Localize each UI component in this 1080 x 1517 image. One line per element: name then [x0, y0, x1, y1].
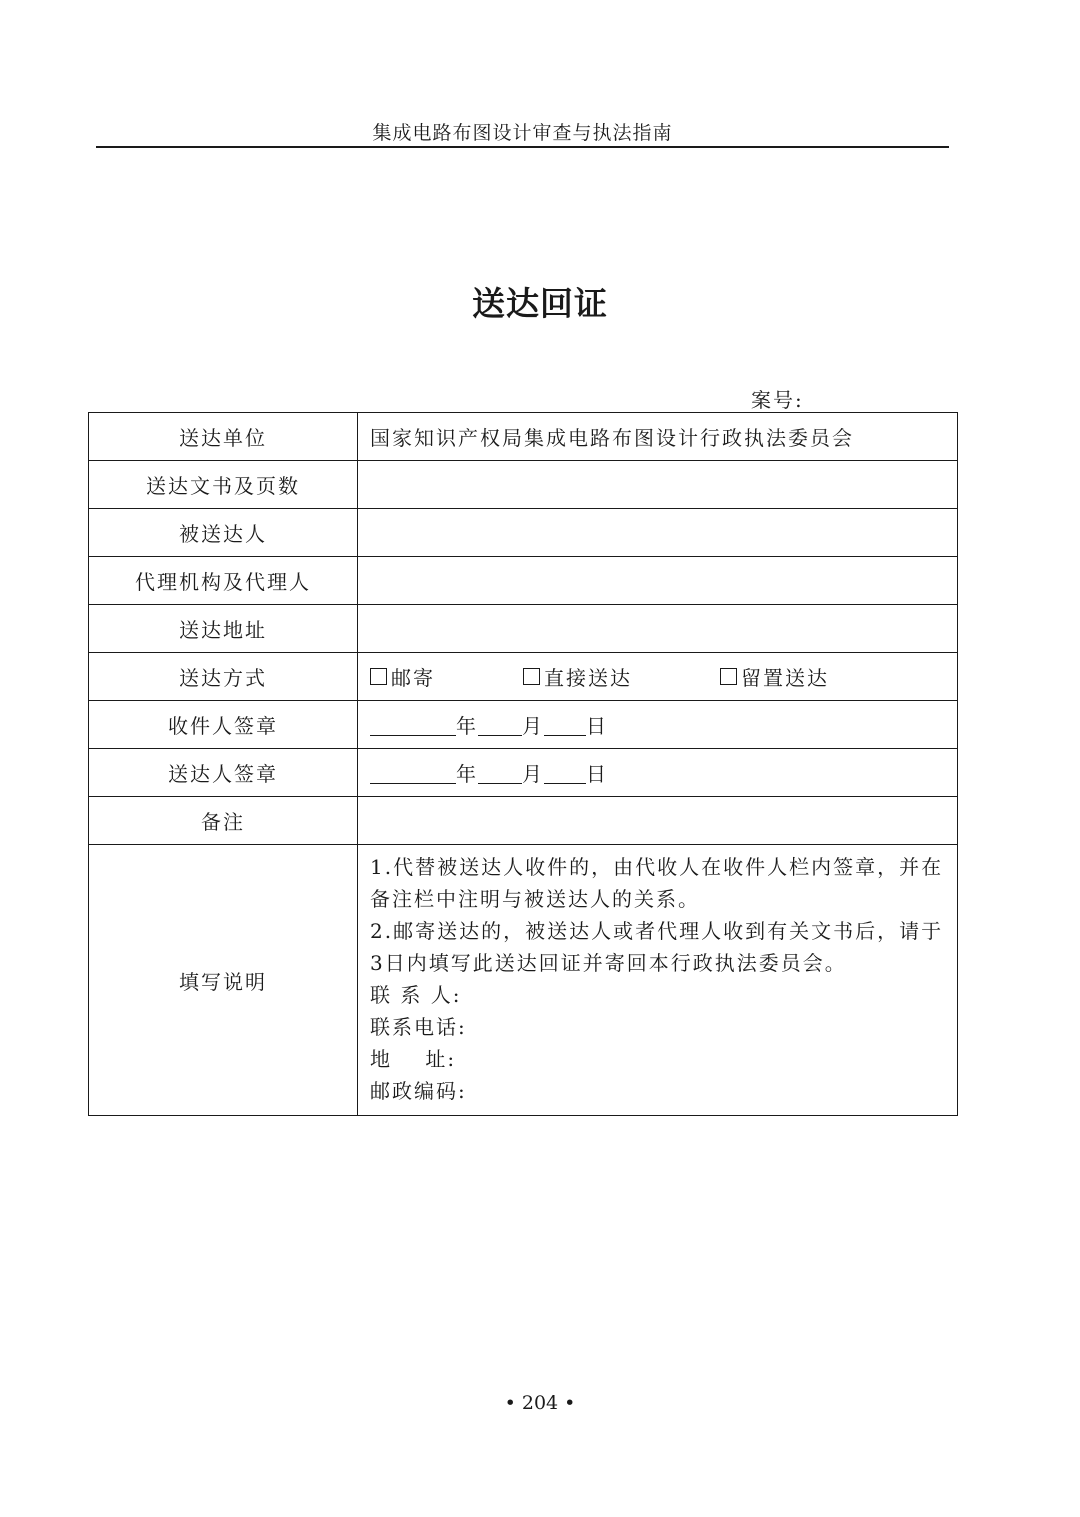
table-row [89, 413, 958, 461]
contact-phone-label: 联系电话: [370, 1015, 467, 1039]
table-row [89, 461, 958, 509]
receiver-signature-cell[interactable]: 年 月 日 [358, 701, 958, 749]
page-number: • 204 • [504, 1392, 576, 1414]
year-blank[interactable] [370, 713, 456, 736]
table-row [89, 701, 958, 749]
instruction-item-2: 2.邮寄送达的，被送达人或者代理人收到有关文书后，请于3日内填写此送达回证并寄回本行政执法委员会。 [370, 919, 944, 975]
header-rule [96, 146, 949, 148]
contact-person-label: 联 系 人: [370, 983, 462, 1007]
address-label: 地 址: [370, 1047, 457, 1071]
postal-code-label: 邮政编码: [370, 1079, 467, 1103]
documents-pages-field[interactable] [358, 461, 958, 509]
method-option-leave[interactable]: 留置送达 [720, 662, 829, 691]
month-blank[interactable] [478, 761, 522, 784]
delivery-receipt-table [88, 412, 958, 1116]
month-blank[interactable] [478, 713, 522, 736]
instructions-cell [358, 845, 958, 1116]
checkbox-icon[interactable] [720, 668, 737, 685]
running-header: 集成电路布图设计审查与执法指南 [372, 122, 673, 144]
agent-field[interactable] [358, 557, 958, 605]
row-label: 填写说明 [89, 845, 358, 1116]
table-row [89, 845, 958, 1116]
instruction-item-1: 1.代替被送达人收件的，由代收人在收件人栏内签章，并在备注栏中注明与被送达人的关系。 [370, 855, 944, 911]
table-row [89, 749, 958, 797]
checkbox-icon[interactable] [523, 668, 540, 685]
row-label: 被送达人 [89, 509, 358, 557]
remarks-field[interactable] [358, 797, 958, 845]
row-label: 送达单位 [89, 413, 358, 461]
row-label: 送达方式 [89, 653, 358, 701]
table-row [89, 557, 958, 605]
table-row [89, 653, 958, 701]
delivery-method-cell [358, 653, 958, 701]
table-row [89, 797, 958, 845]
method-option-direct[interactable]: 直接送达 [523, 662, 720, 691]
row-label: 代理机构及代理人 [89, 557, 358, 605]
checkbox-icon[interactable] [370, 668, 387, 685]
table-row [89, 605, 958, 653]
row-label: 备注 [89, 797, 358, 845]
case-number-label: 案号: [751, 388, 804, 412]
sender-signature-cell[interactable]: 年 月 日 [358, 749, 958, 797]
row-label: 送达人签章 [89, 749, 358, 797]
delivery-address-field[interactable] [358, 605, 958, 653]
row-label: 送达文书及页数 [89, 461, 358, 509]
day-blank[interactable] [544, 713, 586, 736]
row-label: 送达地址 [89, 605, 358, 653]
delivery-unit-value[interactable]: 国家知识产权局集成电路布图设计行政执法委员会 [358, 413, 958, 461]
row-label: 收件人签章 [89, 701, 358, 749]
method-option-mail[interactable]: 邮寄 [370, 662, 523, 691]
document-title: 送达回证 [472, 284, 608, 323]
year-blank[interactable] [370, 761, 456, 784]
day-blank[interactable] [544, 761, 586, 784]
recipient-field[interactable] [358, 509, 958, 557]
table-row [89, 509, 958, 557]
